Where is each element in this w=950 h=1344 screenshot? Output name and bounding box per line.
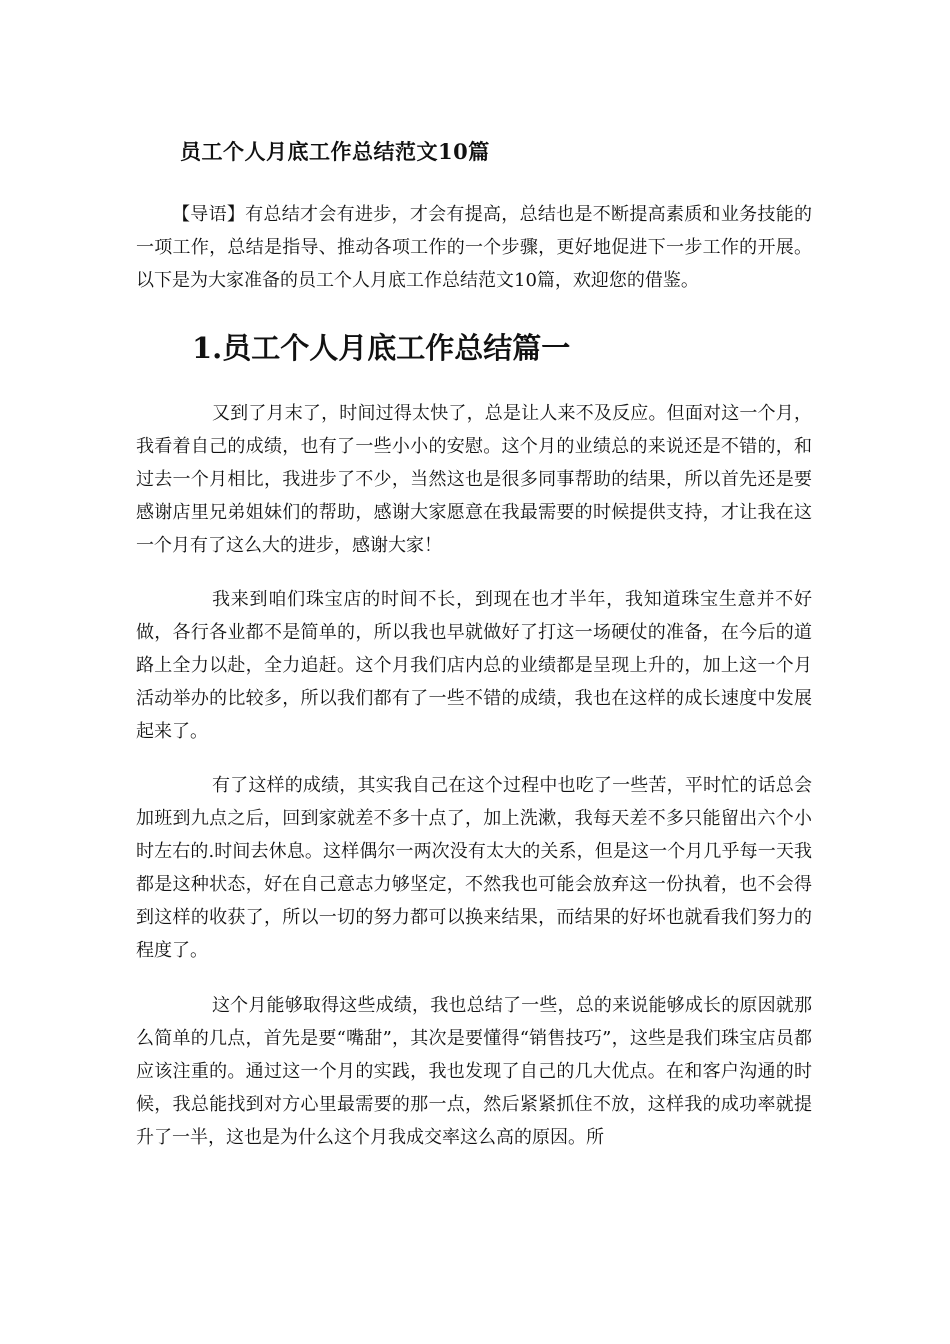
body-paragraph-2: 我来到咱们珠宝店的时间不长，到现在也才半年，我知道珠宝生意并不好做，各行各业都不是简单的，所以我也早就做好了打这一场硬仗的准备，在今后的道路上全力以赴，全力追赶。这个月我们店内总的业绩都是呈现上升的，加上这一个月活动举办的比较多，所以我们都有了一些不错的成绩，我也在这样的成长速度中发展起来了。 <box>136 589 812 742</box>
body-paragraph-3: 有了这样的成绩，其实我自己在这个过程中也吃了一些苦，平时忙的话总会加班到九点之后，回到家就差不多十点了，加上洗漱，我每天差不多只能留出六个小时左右的.时间去休息。这样偶尔一两次没有太大的关系，但是这一个月几乎每一天我都是这种状态，好在自己意志力够坚定，不然我也可能会放弃这一份执着，也不会得到这样的收获了，所以一切的努力都可以换来结果，而结果的好坏也就看我们努力的程度了。 <box>136 775 812 961</box>
intro-paragraph: 【导语】有总结才会有进步，才会有提高，总结也是不断提高素质和业务技能的一项工作，总结是指导、推动各项工作的一个步骤，更好地促进下一步工作的开展。以下是为大家准备的员工个人月底工作总结范文10篇，欢迎您的借鉴。 <box>136 204 812 291</box>
body-paragraph-1: 又到了月末了，时间过得太快了，总是让人来不及反应。但面对这一个月，我看着自己的成绩，也有了一些小小的安慰。这个月的业绩总的来说还是不错的，和过去一个月相比，我进步了不少，当然这也是很多同事帮助的结果，所以首先还是要感谢店里兄弟姐妹们的帮助，感谢大家愿意在我最需要的时候提供支持，才让我在这一个月有了这么大的进步，感谢大家！ <box>136 403 812 556</box>
body-paragraph-4: 这个月能够取得这些成绩，我也总结了一些，总的来说能够成长的原因就那么简单的几点，首先是要“嘴甜”，其次是要懂得“销售技巧”，这些是我们珠宝店员都应该注重的。通过这一个月的实践，我也发现了自己的几大优点。在和客户沟通的时候，我总能找到对方心里最需要的那一点，然后紧紧抓住不放，这样我的成功率就提升了一半，这也是为什么这个月我成交率这么高的原因。所 <box>136 995 812 1148</box>
section-heading: 1.员工个人月底工作总结篇一 <box>192 331 571 365</box>
document-title: 员工个人月底工作总结范文10篇 <box>180 139 490 164</box>
